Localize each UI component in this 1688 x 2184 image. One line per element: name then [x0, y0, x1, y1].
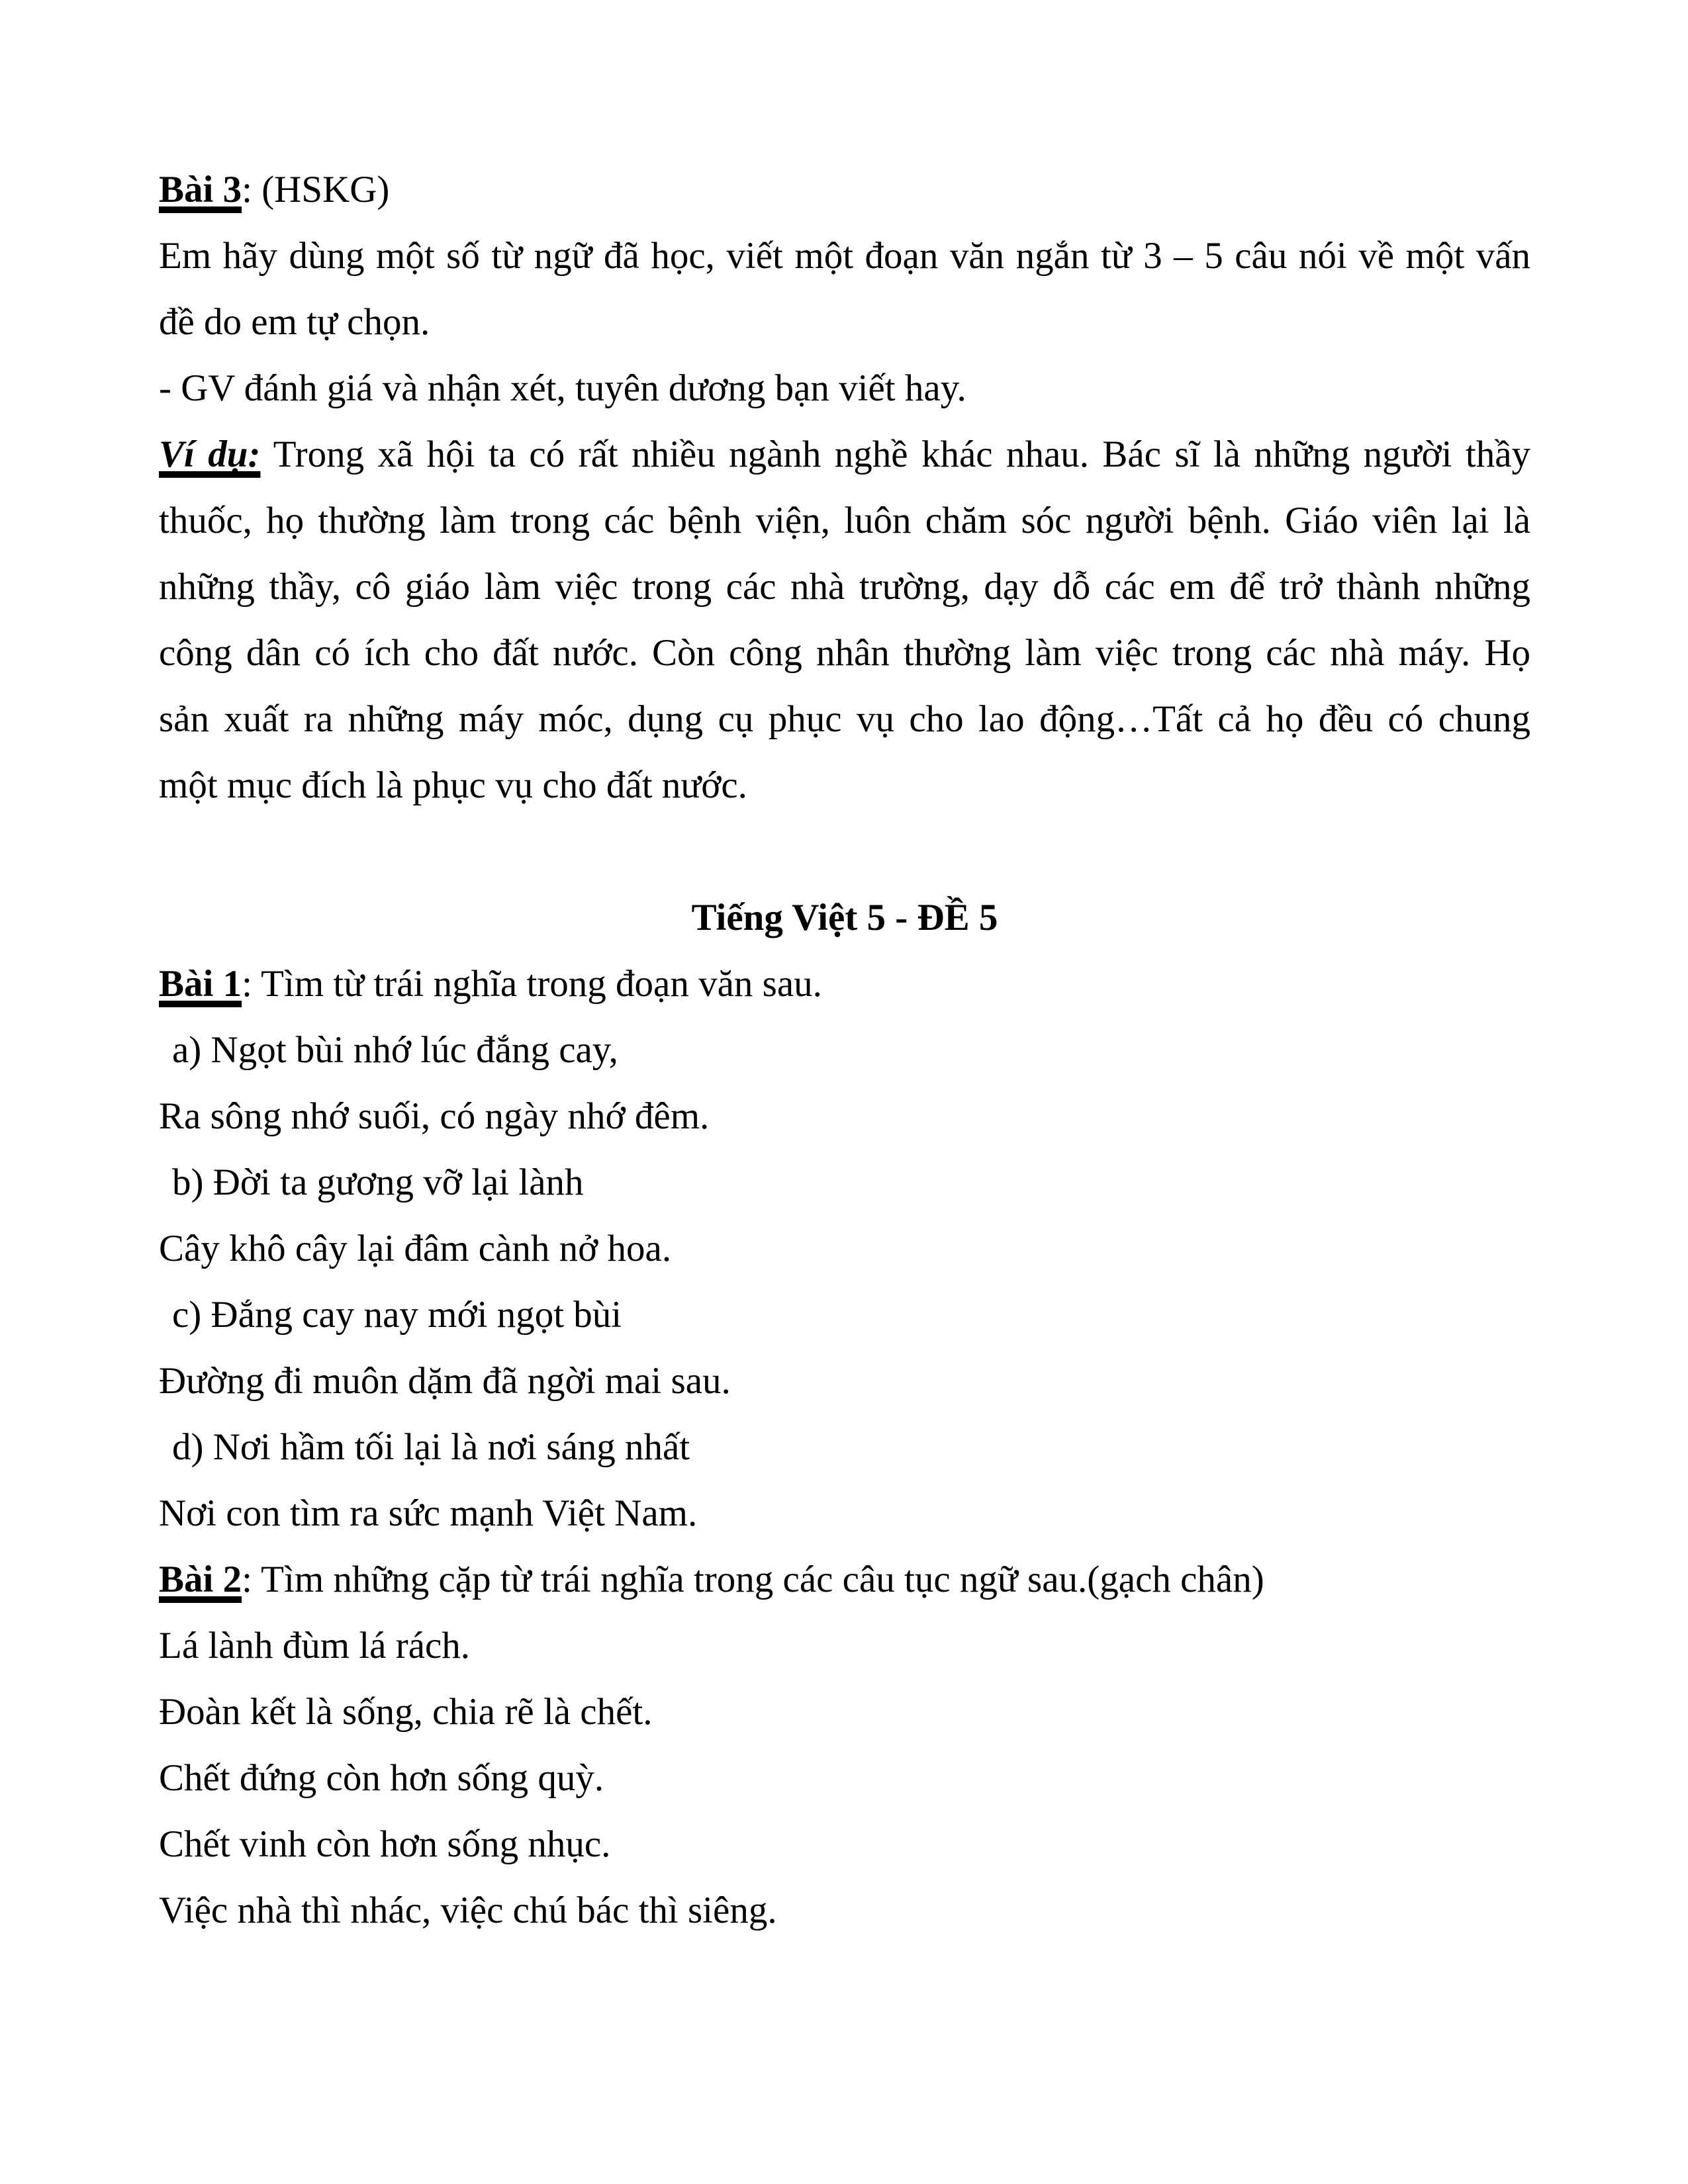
de-5-title	[159, 885, 1530, 951]
example-paragraph-line	[159, 554, 1530, 620]
text-segment: Đoàn kết là sống, chia rẽ là chết.	[159, 1691, 653, 1733]
example-paragraph-line	[159, 488, 1530, 554]
text-segment: Nơi con tìm ra sức mạnh Việt Nam.	[159, 1492, 698, 1534]
text-segment: Em hãy dùng một số từ ngữ đã học, viết một đoạn văn ngắn từ 3 – 5 câu nói về một vấn	[159, 235, 1530, 277]
bai-1-heading	[159, 951, 1530, 1017]
text-segment: Chết vinh còn hơn sống nhục.	[159, 1823, 611, 1865]
text-segment: một mục đích là phục vụ cho đất nước.	[159, 764, 747, 806]
poem-line-d	[159, 1414, 1530, 1480]
bai-3-heading	[159, 157, 1530, 223]
poem-line-c	[159, 1282, 1530, 1348]
text-segment: - GV đánh giá và nhận xét, tuyên dương bạn viết hay.	[159, 367, 966, 409]
document-content	[159, 157, 1530, 1944]
text-segment: a) Ngọt bùi nhớ lúc đắng cay,	[172, 1029, 618, 1071]
example-paragraph-line	[159, 752, 1530, 819]
text-segment: Ra sông nhớ suối, có ngày nhớ đêm.	[159, 1095, 710, 1137]
proverb-line	[159, 1679, 1530, 1745]
example-paragraph-line	[159, 686, 1530, 752]
text-segment: Lá lành đùm lá rách.	[159, 1625, 471, 1666]
poem-line-a	[159, 1017, 1530, 1083]
text-segment: d) Nơi hầm tối lại là nơi sáng nhất	[172, 1426, 690, 1468]
text-segment: thuốc, họ thường làm trong các bệnh viện, luôn chăm sóc người bệnh. Giáo viên lại là	[159, 500, 1530, 541]
poem-line	[159, 1348, 1530, 1414]
text-segment: sản xuất ra những máy móc, dụng cụ phục vụ cho lao động…Tất cả họ đều có chung	[159, 698, 1530, 740]
text-segment: : Tìm những cặp từ trái nghĩa trong các câu tục ngữ sau.(gạch chân)	[242, 1559, 1264, 1600]
text-segment: : Tìm từ trái nghĩa trong đoạn văn sau.	[242, 963, 822, 1005]
blank-line	[159, 819, 1530, 885]
text-segment: những thầy, cô giáo làm việc trong các nhà trường, dạy dỗ các em để trở thành những	[159, 566, 1530, 608]
de-5-title-text: Tiếng Việt 5 - ĐỀ 5	[691, 897, 998, 938]
proverb-line	[159, 1745, 1530, 1811]
text-segment: đề do em tự chọn.	[159, 301, 430, 343]
vi-du-label: Ví dụ:	[159, 433, 261, 475]
task-text-line	[159, 223, 1530, 289]
bai-1-label: Bài 1	[159, 963, 242, 1005]
poem-line	[159, 1480, 1530, 1547]
proverb-line	[159, 1878, 1530, 1944]
gv-note-line	[159, 355, 1530, 422]
text-segment: công dân có ích cho đất nước. Còn công nhân thường làm việc trong các nhà máy. Họ	[159, 632, 1530, 674]
poem-line	[159, 1083, 1530, 1150]
proverb-line	[159, 1613, 1530, 1679]
text-segment: b) Đời ta gương vỡ lại lành	[172, 1161, 584, 1203]
text-segment: Đường đi muôn dặm đã ngời mai sau.	[159, 1360, 731, 1402]
proverb-line	[159, 1811, 1530, 1878]
bai-3-note: : (HSKG)	[242, 169, 390, 210]
text-segment: c) Đắng cay nay mới ngọt bùi	[172, 1294, 622, 1336]
poem-line	[159, 1216, 1530, 1282]
text-segment: Trong xã hội ta có rất nhiều ngành nghề khác nhau. Bác sĩ là những người thầy	[260, 433, 1530, 475]
example-paragraph-line	[159, 422, 1530, 488]
text-segment: Cây khô cây lại đâm cành nở hoa.	[159, 1228, 672, 1269]
text-segment: Việc nhà thì nhác, việc chú bác thì siêng.	[159, 1889, 777, 1931]
example-paragraph-line	[159, 620, 1530, 686]
bai-2-heading	[159, 1547, 1530, 1613]
bai-2-label: Bài 2	[159, 1559, 242, 1600]
bai-3-label: Bài 3	[159, 169, 242, 210]
poem-line-b	[159, 1150, 1530, 1216]
text-segment: Chết đứng còn hơn sống quỳ.	[159, 1757, 604, 1799]
task-text-line	[159, 289, 1530, 355]
